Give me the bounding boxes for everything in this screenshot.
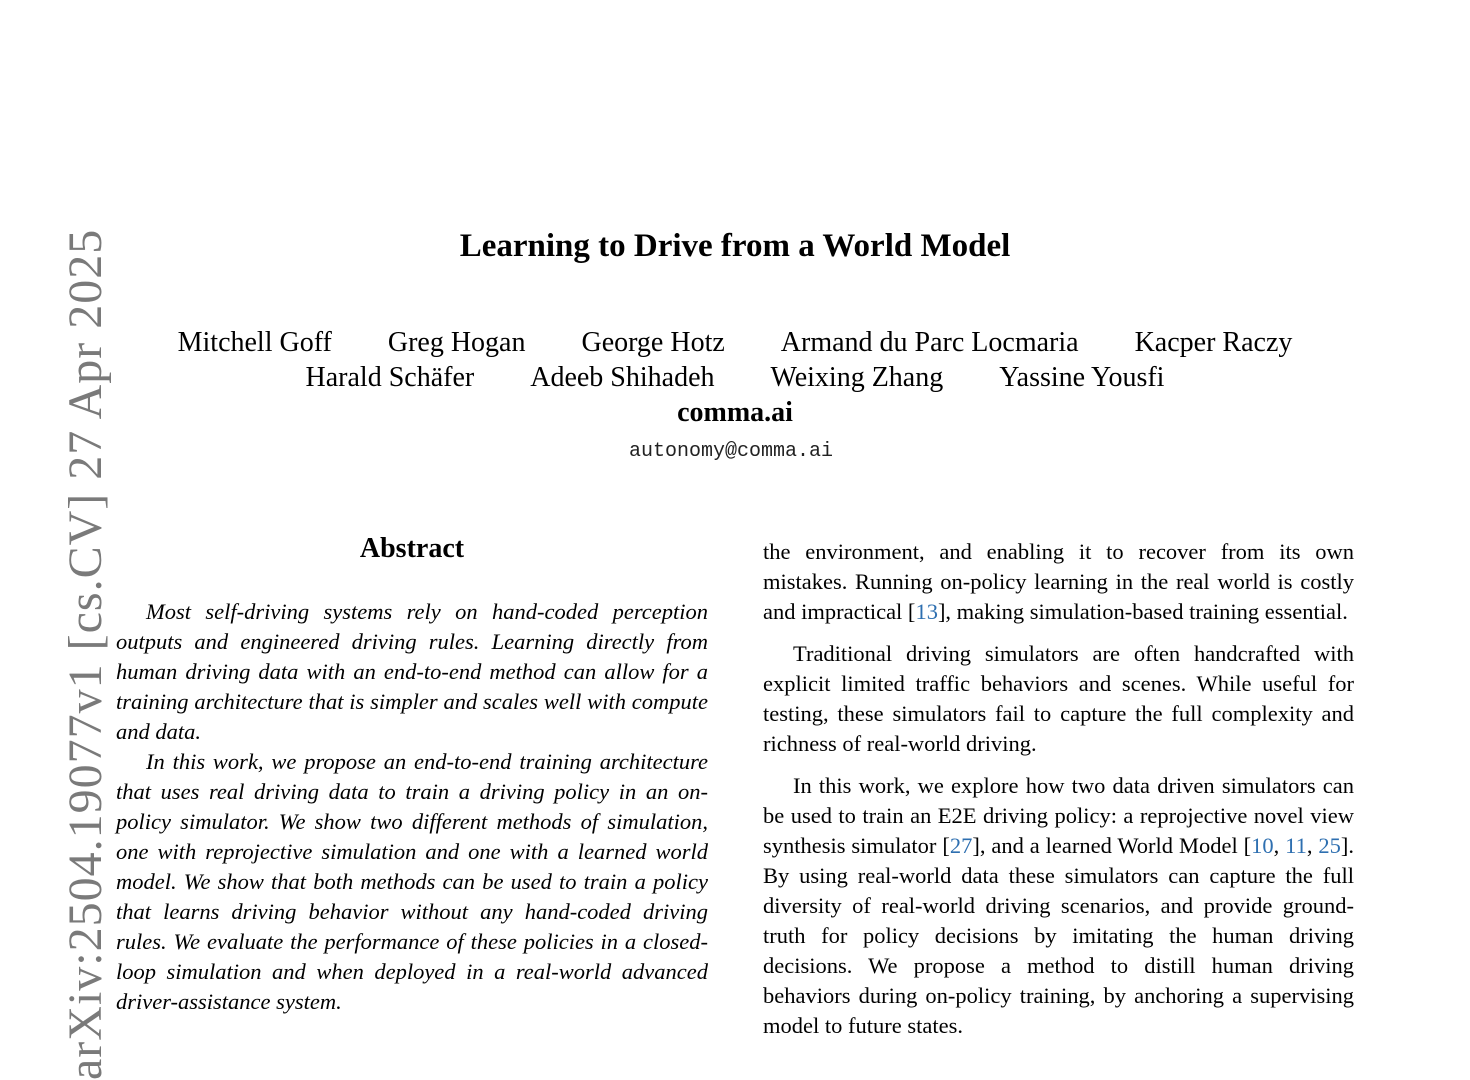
affiliation: comma.ai — [677, 397, 793, 428]
abstract-paragraph-1: Most self-driving systems rely on hand-coded perception outputs and engineered driving rules. Learning directly from human driving data with an end-to-end method can allow for a training architecture that is simpler and scales well with compute and data. — [116, 599, 708, 744]
paper-title: Learning to Drive from a World Model — [459, 228, 1011, 264]
author-name: Armand du Parc Locmaria — [780, 327, 1079, 358]
author-name: Kacper Raczy — [1134, 327, 1293, 358]
body-text: , — [1306, 833, 1319, 858]
body-text: ]. By using real-world data these simulators can capture the full diversity of real-world driving scenarios, and provide ground-truth for policy decisions by imitating the human driving decisions. We propose a method to distill human driving behaviors during on-policy training, by anchoring a supervising model to future states. — [763, 833, 1355, 1038]
abstract-paragraph-2: In this work, we propose an end-to-end training architecture that uses real driving data to train a driving policy in an on-policy simulator. We show two different methods of simulation, one with reprojective simulation and one with a learned world model. We show that both methods can be used to train a policy that learns driving behavior without any hand-coded driving rules. We evaluate the performance of these policies in a closed-loop simulation and when deployed in a real-world advanced driver-assistance system. — [116, 749, 708, 1014]
body-text: the environment, and enabling it to recover from its own mistakes. Running on-policy learning in the real world is costly and impractical [ — [763, 539, 1354, 624]
arxiv-stamp — [0, 0, 112, 1080]
author-name: Mitchell Goff — [177, 327, 332, 358]
author-name: Yassine Yousfi — [999, 362, 1165, 393]
body-text: ], and a learned World Model [ — [972, 833, 1252, 858]
body-paragraph-2: Traditional driving simulators are often handcrafted with explicit limited traffic behaviors and scenes. While useful for testing, these simulators fail to capture the full complexity and richness of real-world driving. — [763, 641, 1354, 756]
author-name: Weixing Zhang — [770, 362, 944, 393]
citation-link[interactable]: 27 — [949, 833, 973, 858]
body-text: , — [1273, 833, 1286, 858]
author-name: George Hotz — [581, 327, 725, 358]
author-name: Harald Schäfer — [305, 362, 475, 393]
abstract-body — [116, 597, 708, 1017]
author-name: Greg Hogan — [387, 327, 526, 358]
author-list-line-1 — [0, 326, 1470, 360]
author-name: Adeeb Shihadeh — [530, 362, 715, 393]
citation-link[interactable]: 13 — [915, 599, 938, 624]
citation-link[interactable]: 25 — [1318, 833, 1341, 858]
body-paragraph-1 — [763, 537, 1354, 627]
body-text: ], making simulation-based training essential. — [937, 599, 1348, 624]
contact-email: autonomy@comma.ai — [628, 440, 834, 463]
body-text: In this work, we explore how two data driven simulators can be used to train an E2E driving policy: a reprojective novel view synthesis simulator [ — [763, 773, 1354, 858]
arxiv-stamp-text: arXiv:2504.19077v1 [cs.CV] 27 Apr 2025 — [59, 228, 112, 1080]
body-paragraph-3 — [763, 771, 1354, 1041]
abstract-heading: Abstract — [359, 533, 465, 564]
citation-link[interactable]: 10 — [1251, 833, 1274, 858]
author-list-line-2 — [0, 361, 1470, 395]
introduction-column — [763, 537, 1354, 1053]
citation-link[interactable]: 11 — [1285, 833, 1307, 858]
